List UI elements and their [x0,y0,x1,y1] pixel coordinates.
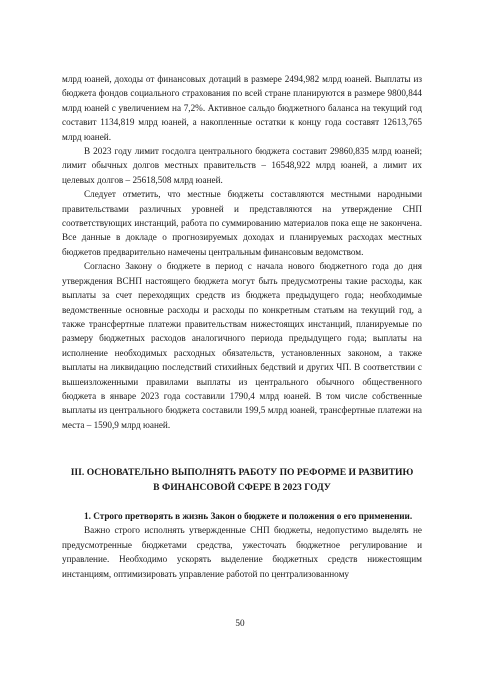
section-heading-line-2: В ФИНАНСОВОЙ СФЕРЕ В 2023 ГОДУ [153,481,331,493]
section-heading [62,466,422,495]
paragraph-budget-social-insurance: млрд юаней, доходы от финансовых дотаций в размере 2494,982 млрд юаней. Выплаты из бюджета фондов социального страхования по всей стране планируются в размере 9800,844 млрд юаней с увеличением на 7,2%. Активное сальдо бюджетного баланса на текущий год составит 1134,819 млрд юаней, а накопленные остатки к концу года составят 12613,765 млрд юаней. [62,74,422,142]
paragraph-debt-limits: В 2023 году лимит госдолга центрального бюджета составит 29860,835 млрд юаней; лимит обычных долгов местных правительств – 16548,922 млрд юаней, а лимит их целевых долгов – 25618,508 млрд юаней. [62,146,422,185]
paragraph-local-budgets: Следует отметить, что местные бюджеты составляются местными народными правительствами различных уровней и представляются на утверждение СНП соответствующих инстанций, работа по суммированию материалов пока еще не закончена. Все данные в докладе о прогнозируемых доходах и планируемых расходах местных бюджетов предварительно намечены центральным финансовым ведомством. [62,189,422,257]
section-heading-line-1: III. ОСНОВАТЕЛЬНО ВЫПОЛНЯТЬ РАБОТУ ПО РЕФОРМЕ И РАЗВИТИЮ [70,467,414,479]
paragraph-budget-law: Согласно Закону о бюджете в период с начала нового бюджетного года до дня утверждения ВСНП настоящего бюджета могут быть предусмотрены такие расходы, как выплаты за счет переходящих средств из бюджета предыдущего года; необходимые ведомственные основные расходы и расходы по конкретным статьям на текущий год, а также трансфертные платежи правительствам нижестоящих инстанций, планируемые по размеру бюджетных расходов аналогичного периода предыдущего года; выплаты на исполнение необходимых расходных обязательств, установленных законом, а также выплаты на ликвидацию последствий стихийных бедствий и других ЧП. В соответствии с вышеизложенными правилами выплаты из центрального обычного общественного бюджета в январе 2023 года составили 1790,4 млрд юаней. В том числе собственные выплаты из центрального бюджета составили 199,5 млрд юаней, трансфертные платежи на места – 1590,9 млрд юаней. [62,261,422,430]
paragraph-closing: Важно строго исполнять утвержденные СНП бюджеты, недопустимо выделять не предусмотренные бюджетами средства, ужесточать бюджетное регулирование и управление. Необходимо ускорять выделение бюджетных средств нижестоящим инстанциям, оптимизировать управление работой по централизованному [62,525,422,579]
subsection-heading: 1. Строго претворять в жизнь Закон о бюджете и положения о его применении. [84,510,413,521]
page-number: 50 [235,618,245,628]
